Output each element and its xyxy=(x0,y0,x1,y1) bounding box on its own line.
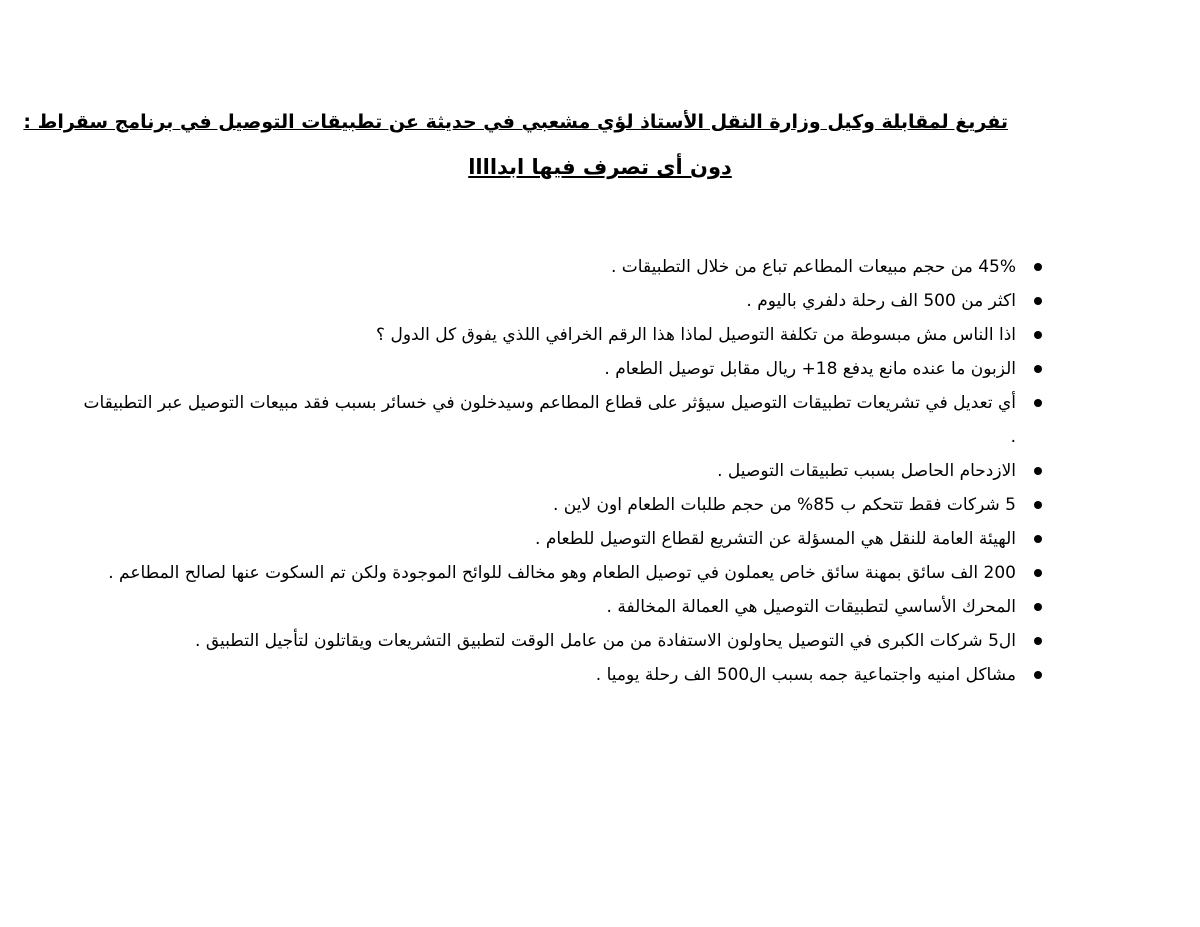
bullet-item xyxy=(82,658,1042,692)
bullet-text: أي تعديل في تشريعات تطبيقات التوصيل سيؤثر على قطاع المطاعم وسيدخلون في خسائر بسبب فقد مبيعات التوصيل عبر التطبيقات . xyxy=(83,393,1016,447)
bullet-icon xyxy=(1034,637,1042,645)
bullet-item xyxy=(82,284,1042,318)
bullet-text: الزبون ما عنده مانع يدفع 18+ ريال مقابل توصيل الطعام . xyxy=(604,359,1016,379)
bullet-text: 5 شركات فقط تتحكم ب 85% من حجم طلبات الطعام اون لاين . xyxy=(552,495,1016,515)
bullet-icon xyxy=(1034,501,1042,509)
bullet-text: اكثر من 500 الف رحلة دلفري باليوم . xyxy=(746,291,1016,311)
bullet-text: 45% من حجم مبيعات المطاعم تباع من خلال التطبيقات . xyxy=(611,257,1016,277)
bullet-text: مشاكل امنيه واجتماعية جمه بسبب ال500 الف رحلة يوميا . xyxy=(595,665,1016,685)
bullet-item xyxy=(82,250,1042,284)
bullet-icon xyxy=(1034,297,1042,305)
bullet-text: ال5 شركات الكبرى في التوصيل يحاولون الاستفادة من من عامل الوقت لتطبيق التشريعات ويقاتلون لتأجيل التطبيق . xyxy=(195,631,1016,651)
bullet-item xyxy=(82,352,1042,386)
bullet-item xyxy=(82,590,1042,624)
bullet-icon xyxy=(1034,535,1042,543)
bullet-icon xyxy=(1034,365,1042,373)
bullet-item xyxy=(82,454,1042,488)
bullet-icon xyxy=(1034,263,1042,271)
bullet-text: اذا الناس مش مبسوطة من تكلفة التوصيل لماذا هذا الرقم الخرافي اللذي يفوق كل الدول ؟ xyxy=(376,325,1016,345)
bullet-item xyxy=(82,624,1042,658)
bullet-list xyxy=(82,250,1042,692)
bullet-text: 200 الف سائق بمهنة سائق خاص يعملون في توصيل الطعام وهو مخالف للوائح الموجودة ولكن تم السكوت عنها لصالح المطاعم . xyxy=(108,563,1016,583)
bullet-icon xyxy=(1034,569,1042,577)
bullet-item xyxy=(82,386,1042,454)
bullet-icon xyxy=(1034,331,1042,339)
document-subtitle: دون أى تصرف فيها ابداااا xyxy=(468,155,732,179)
bullet-item xyxy=(82,488,1042,522)
bullet-icon xyxy=(1034,671,1042,679)
document-title: تفريغ لمقابلة وكيل وزارة النقل الأستاذ لؤي مشعبي في حديثة عن تطبيقات التوصيل في برنامج سقراط : xyxy=(23,111,1008,133)
bullet-icon xyxy=(1034,603,1042,611)
bullet-text: الهيئة العامة للنقل هي المسؤلة عن التشريع لقطاع التوصيل للطعام . xyxy=(535,529,1016,549)
bullet-icon xyxy=(1034,399,1042,407)
bullet-item xyxy=(82,522,1042,556)
bullet-text: المحرك الأساسي لتطبيقات التوصيل هي العمالة المخالفة . xyxy=(606,597,1016,617)
bullet-text: الازدحام الحاصل بسبب تطبيقات التوصيل . xyxy=(717,461,1016,481)
bullet-item xyxy=(82,556,1042,590)
bullet-item xyxy=(82,318,1042,352)
bullet-icon xyxy=(1034,467,1042,475)
